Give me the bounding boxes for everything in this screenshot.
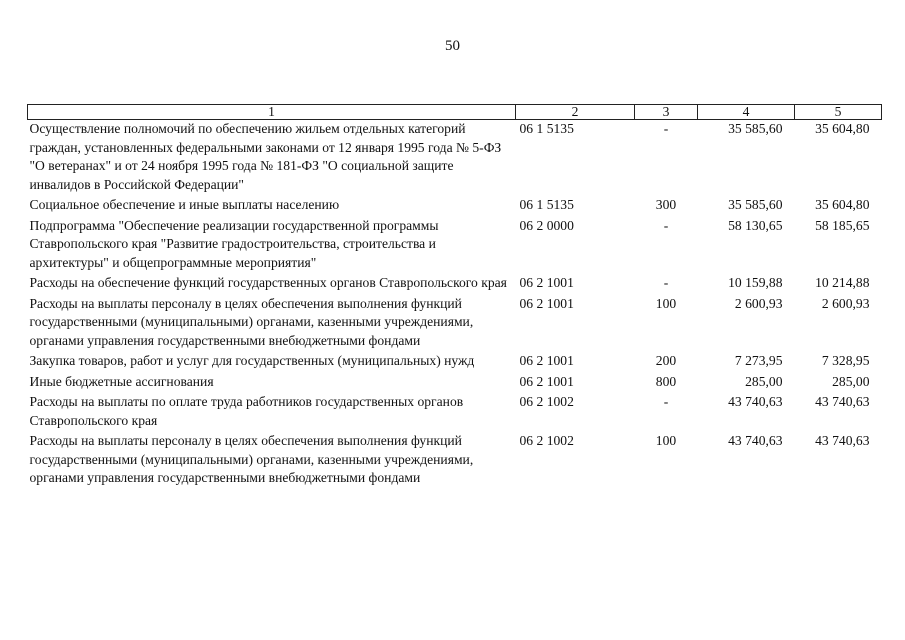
table-row (28, 373, 882, 394)
row-description: Расходы на обеспечение функций государственных органов Ставропольского края (29, 275, 507, 290)
table-row (28, 274, 882, 295)
row-description: Закупка товаров, работ и услуг для государственных (муниципальных) нужд (29, 353, 475, 368)
row-code: 06 1 5135 (519, 197, 574, 212)
row-description: Подпрограмма "Обеспечение реализации государственной программы Ставропольского края "Развитие градостроительства, строительства и архитектуры" и общепрограммные мероприятия" (29, 217, 439, 270)
column-header-4: 4 (698, 105, 795, 120)
table-row (28, 393, 882, 432)
row-description: Расходы на выплаты персоналу в целях обеспечения выполнения функций государственными (муниципальными) органами, казенными учреждениями, органами управления государственными внебюджетными фондами (29, 295, 474, 348)
row-amount-col4: 2 600,93 (734, 295, 783, 311)
table-row (28, 432, 882, 490)
row-amount-col4: 7 273,95 (734, 353, 783, 368)
row-expense-type: - (663, 217, 669, 233)
row-description: Иные бюджетные ассигнования (29, 373, 214, 389)
row-description: Расходы на выплаты персоналу в целях обеспечения выполнения функций государственными (муниципальными) органами, казенными учреждениями, органами управления государственными внебюджетными фондами (29, 433, 474, 485)
row-expense-type: - (663, 275, 669, 290)
column-header-3: 3 (635, 105, 698, 120)
table-row (28, 295, 882, 353)
row-expense-type: 100 (655, 295, 677, 311)
row-amount-col5: 7 328,95 (821, 353, 870, 368)
row-amount-col4: 10 159,88 (728, 275, 783, 290)
row-amount-col5: 10 214,88 (815, 275, 870, 290)
row-code: 06 2 1002 (519, 433, 574, 448)
table-row (28, 217, 882, 275)
row-amount-col5: 2 600,93 (821, 295, 870, 311)
row-amount-col4: 285,00 (745, 373, 783, 389)
row-description: Социальное обеспечение и иные выплаты населению (29, 197, 340, 212)
row-amount-col5: 35 604,80 (815, 197, 870, 212)
row-amount-col4: 35 585,60 (728, 197, 783, 212)
row-code: 06 2 1001 (519, 275, 574, 290)
row-description: Расходы на выплаты по оплате труда работников государственных органов Ставропольского края (29, 394, 464, 428)
row-amount-col5: 35 604,80 (815, 121, 870, 136)
row-expense-type: 800 (655, 373, 677, 389)
table-row (28, 120, 882, 197)
row-expense-type: 100 (655, 433, 677, 448)
row-code: 06 2 1002 (519, 394, 574, 409)
row-expense-type: - (663, 394, 669, 409)
row-amount-col4: 43 740,63 (728, 433, 783, 448)
row-amount-col4: 35 585,60 (728, 121, 783, 136)
table-row (28, 352, 882, 373)
row-code: 06 2 1001 (519, 353, 574, 368)
row-code: 06 2 0000 (519, 217, 574, 233)
row-amount-col4: 43 740,63 (728, 394, 783, 409)
row-code: 06 2 1001 (519, 295, 574, 311)
row-amount-col5: 43 740,63 (815, 433, 870, 448)
row-description: Осуществление полномочий по обеспечению жильем отдельных категорий граждан, установленных федеральными законами от 12 января 1995 года № 5-ФЗ "О ветеранах" и от 24 ноября 1995 года № 181-ФЗ "О социальной защите инвалидов в Российской Федерации" (29, 121, 502, 192)
row-amount-col5: 43 740,63 (815, 394, 870, 409)
column-header-1: 1 (28, 105, 516, 120)
table-row (28, 196, 882, 217)
row-code: 06 1 5135 (519, 121, 574, 136)
row-expense-type: 300 (655, 197, 677, 212)
column-header-5: 5 (795, 105, 882, 120)
table-header-row (28, 105, 882, 120)
row-expense-type: 200 (655, 353, 677, 368)
page-number: 50 (445, 38, 460, 54)
row-code: 06 2 1001 (519, 373, 574, 389)
budget-table (27, 104, 882, 490)
column-header-2: 2 (516, 105, 635, 120)
row-expense-type: - (663, 121, 669, 136)
row-amount-col5: 58 185,65 (815, 217, 870, 233)
row-amount-col4: 58 130,65 (728, 217, 783, 233)
row-amount-col5: 285,00 (832, 373, 870, 389)
